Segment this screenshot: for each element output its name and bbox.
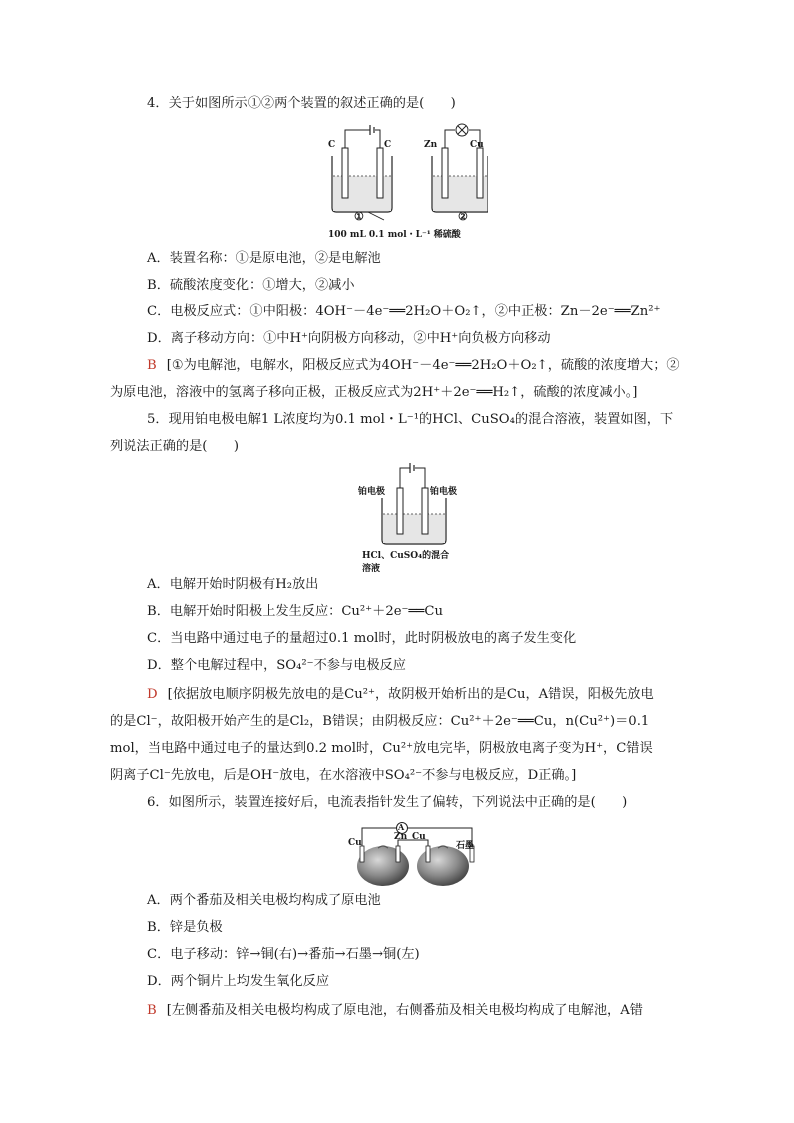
q5-stem-line1: 5．现用铂电极电解1 L浓度均为0.1 mol・L⁻¹的HCl、CuSO₄的混合溶液，装置如图，下: [147, 412, 674, 427]
q4-option-a: A．装置名称：①是原电池，②是电解池: [147, 251, 381, 266]
q6-fig-label-graphite: 石墨: [456, 841, 475, 851]
q4-explanation-line1: B [①为电解池，电解水，阳极反应式为4OH⁻－4e⁻══2H₂O＋O₂↑，硫酸的浓度增大；②: [147, 358, 680, 373]
q4-option-d: D．离子移动方向：①中H⁺向阴极方向移动，②中H⁺向负极方向移动: [147, 331, 551, 346]
q6-explanation-line1: B [左侧番茄及相关电极均构成了原电池，右侧番茄及相关电极均构成了电解池，A错: [147, 1003, 643, 1018]
q5-option-a: A．电解开始时阴极有H₂放出: [147, 577, 319, 592]
q5-fig-caption: HCl、CuSO₄的混合溶液: [362, 551, 450, 574]
q6-option-c: C．电子移动：锌→铜(右)→番茄→石墨→铜(左): [147, 947, 420, 962]
q5-stem-line2: 列说法正确的是( ): [110, 439, 239, 454]
q6-option-b: B．锌是负极: [147, 920, 223, 935]
q4-figure: [318, 120, 488, 242]
q5-option-d: D．整个电解过程中，SO₄²⁻不参与电极反应: [147, 658, 406, 673]
q5-explanation-line2: 的是Cl⁻，故阳极开始产生的是Cl₂，B错误；由阴极反应：Cu²⁺＋2e⁻══Cu，n(Cu²⁺)＝0.1: [110, 714, 650, 729]
q6-answer: B: [147, 1003, 157, 1018]
q4-fig-electrode-zn: Zn: [424, 140, 438, 150]
q4-fig-electrode-cu: Cu: [470, 140, 484, 150]
q4-option-c: C．电极反应式：①中阳极：4OH⁻－4e⁻══2H₂O＋O₂↑，②中正极：Zn－2e⁻══Zn²⁺: [147, 304, 661, 319]
q5-option-c: C．当电路中通过电子的量超过0.1 mol时，此时阴极放电的离子发生变化: [147, 631, 577, 646]
q4-fig-label-1: ①: [354, 210, 364, 223]
q6-stem: 6．如图所示，装置连接好后，电流表指针发生了偏转，下列说法中正确的是( ): [147, 795, 628, 810]
q5-answer: D: [147, 687, 158, 702]
q6-option-a: A．两个番茄及相关电极均构成了原电池: [147, 893, 381, 908]
q5-fig-label-left: 铂电极: [358, 487, 386, 497]
q5-explanation-line1: D [依据放电顺序阴极先放电的是Cu²⁺，故阴极开始析出的是Cu，A错误，阳极先放电: [147, 687, 654, 702]
q4-answer: B: [147, 358, 157, 373]
q4-explanation-line2: 为原电池，溶液中的氢离子移向正极，正极反应式为2H⁺＋2e⁻══H₂↑，硫酸的浓度减小。]: [110, 385, 638, 400]
q6-fig-label-cu-left: Cu: [348, 838, 362, 848]
q4-option-b: B．硫酸浓度变化：①增大，②减小: [147, 278, 355, 293]
q4-fig-caption: 100 mL 0.1 mol・L⁻¹ 稀硫酸: [328, 230, 461, 240]
q5-option-b: B．电解开始时阳极上发生反应：Cu²⁺＋2e⁻══Cu: [147, 604, 443, 619]
q5-fig-label-right: 铂电极: [430, 487, 458, 497]
q4-fig-electrode-c-right: C: [384, 140, 392, 150]
q5-explanation-line3: mol，当电路中通过电子的量达到0.2 mol时，Cu²⁺放电完毕，阴极放电离子变为H⁺，C错误: [110, 741, 653, 756]
q4-fig-label-2: ②: [458, 210, 468, 223]
q6-fig-meter: A: [398, 822, 405, 832]
q6-fig-label-cu-mid: Cu: [412, 832, 426, 842]
q6-fig-label-zn: Zn: [394, 832, 408, 842]
q5-explanation-line4: 阴离子Cl⁻先放电，后是OH⁻放电，在水溶液中SO₄²⁻不参与电极反应，D正确。]: [110, 768, 577, 783]
q4-fig-electrode-c-left: C: [328, 140, 336, 150]
q6-option-d: D．两个铜片上均发生氧化反应: [147, 974, 330, 989]
q5-figure: [358, 462, 458, 574]
q4-stem: 4．关于如图所示①②两个装置的叙述正确的是( ): [147, 96, 456, 111]
q6-figure: [348, 818, 478, 888]
